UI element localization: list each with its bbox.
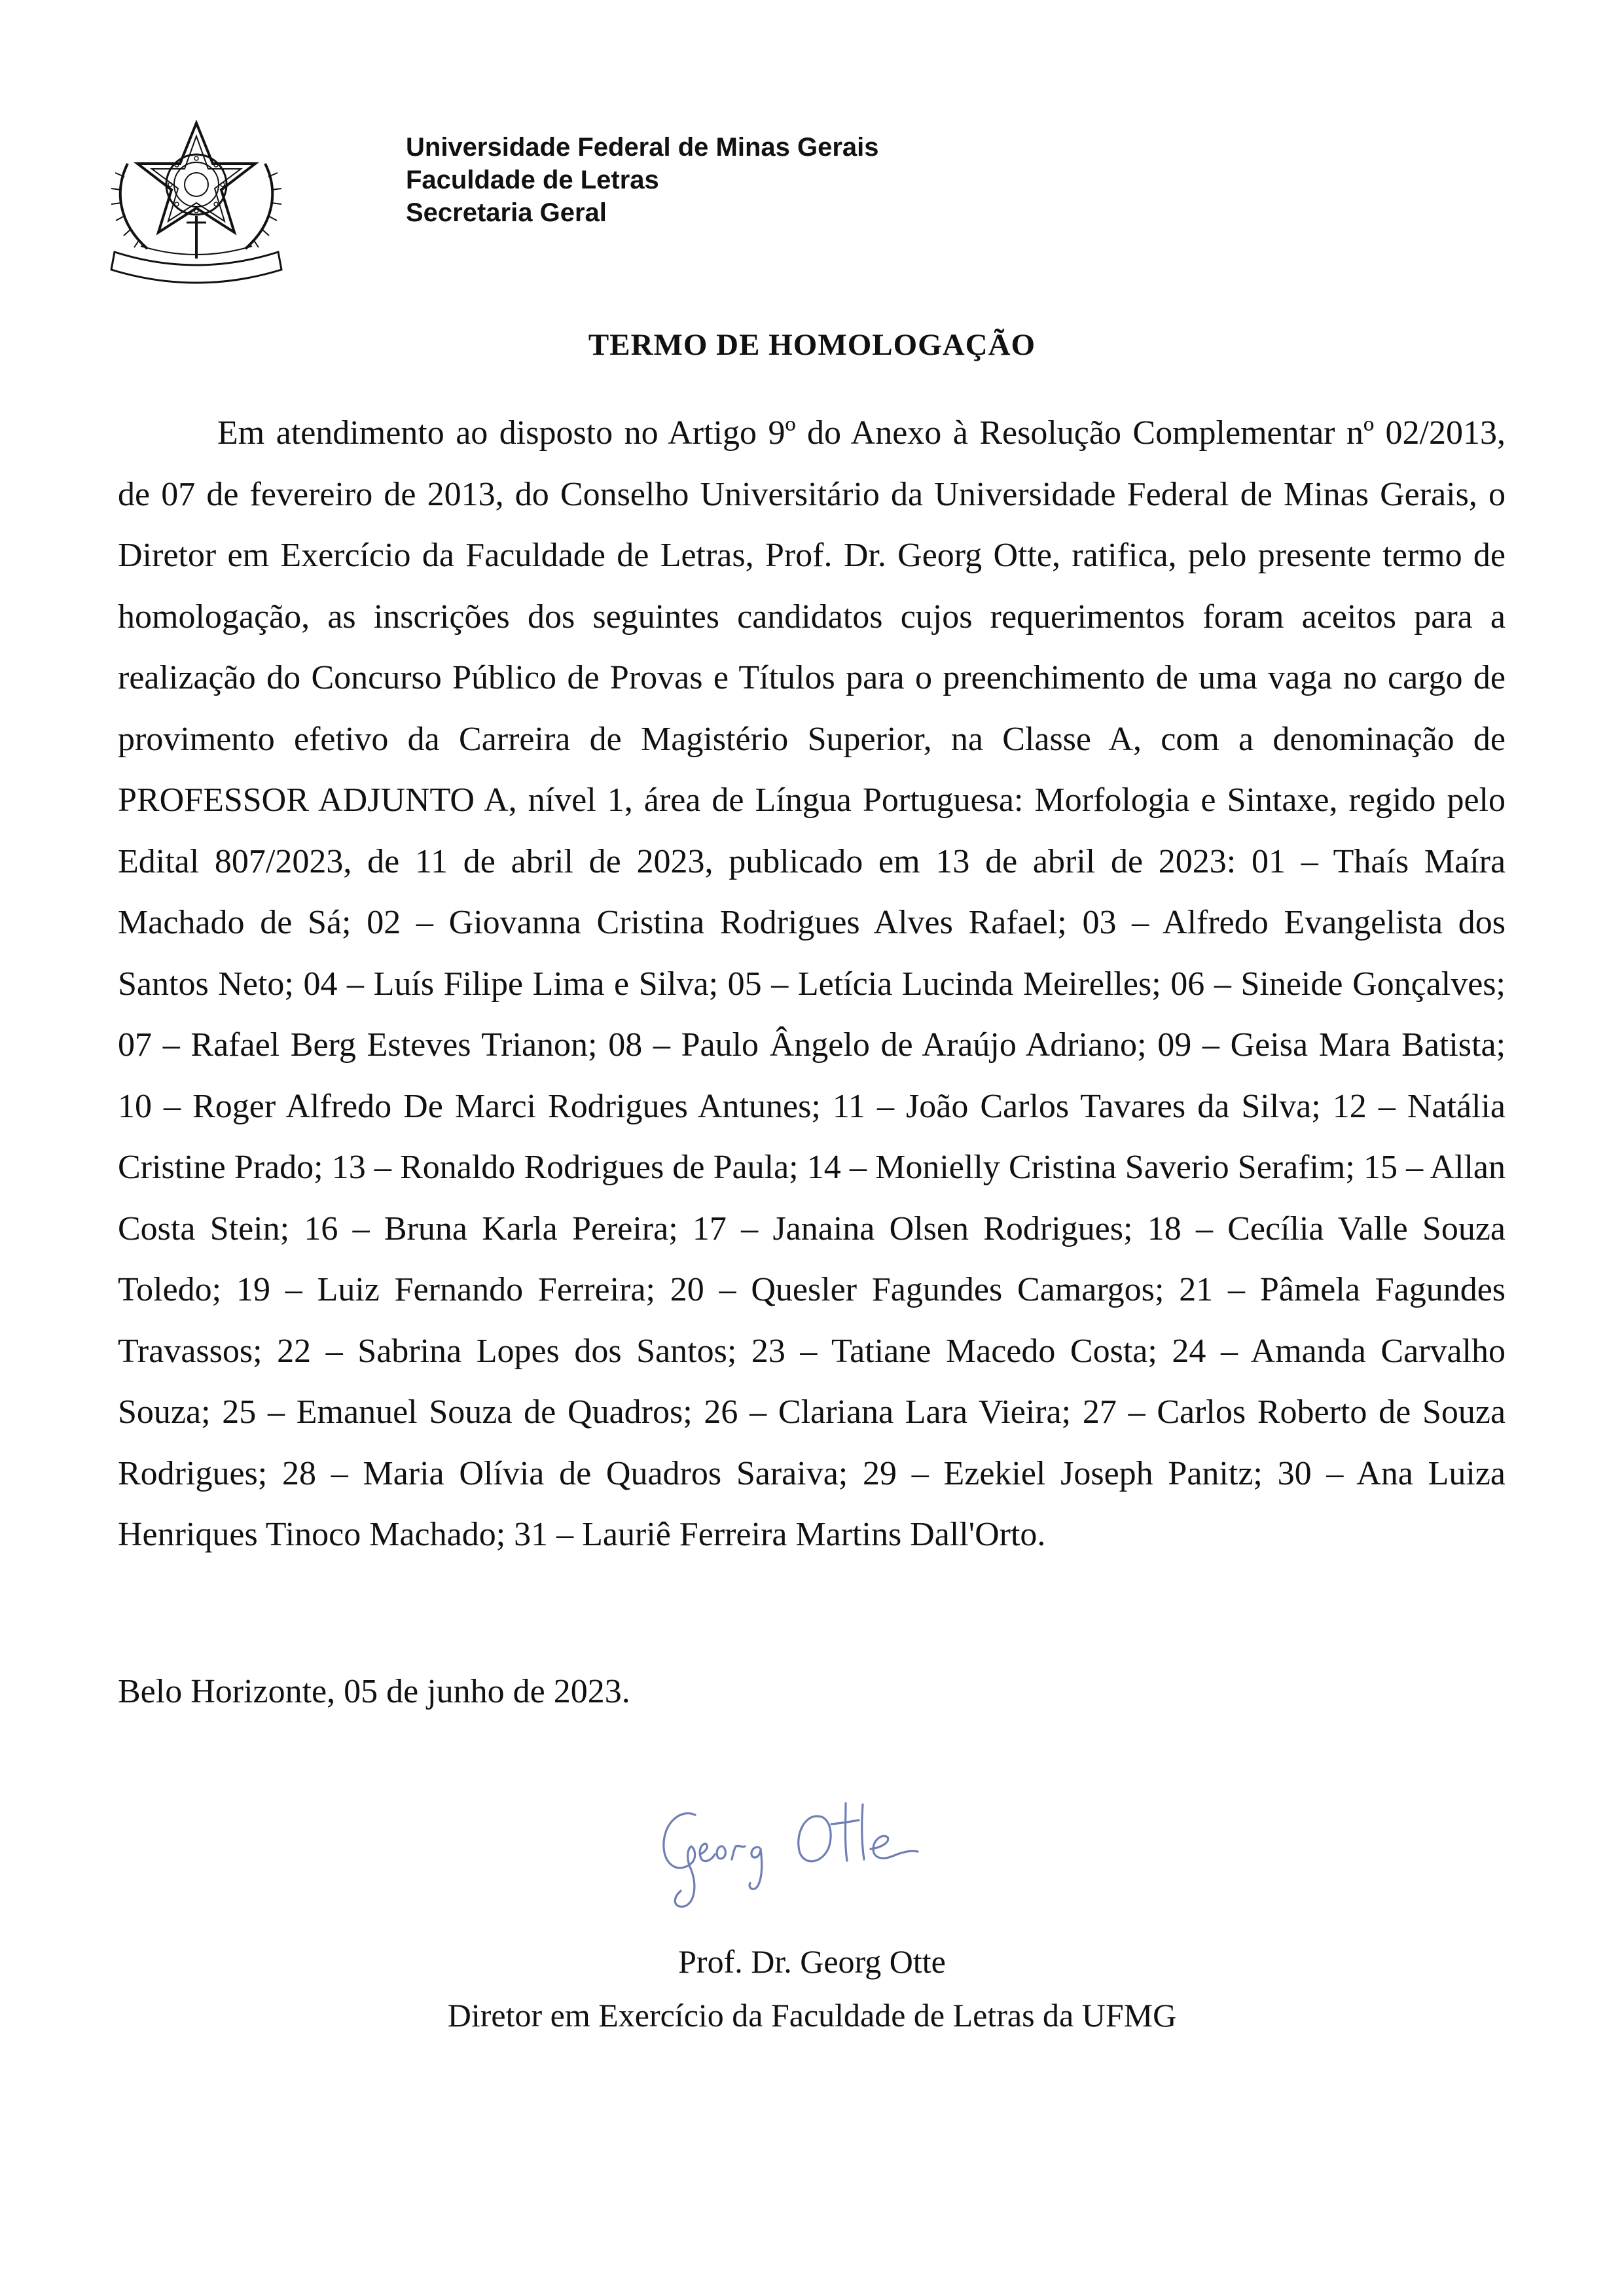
candidate-entry: 28 – Maria Olívia de Quadros Saraiva	[281, 1454, 839, 1492]
candidate-name: Giovanna Cristina Rodrigues Alves Rafael	[448, 904, 1058, 941]
candidate-name: Lauriê Ferreira Martins Dall'Orto	[582, 1516, 1038, 1553]
candidate-name: Alfredo Evangelista dos Santos Neto	[118, 904, 1506, 1003]
candidate-name: Geisa Mara Batista	[1230, 1026, 1496, 1064]
candidate-number: 14	[806, 1149, 841, 1186]
candidate-name: Ronaldo Rodrigues de Paula	[400, 1149, 789, 1186]
candidate-name: Luís Filipe Lima e Silva	[373, 965, 709, 1003]
candidate-number: 07	[118, 1026, 152, 1064]
candidate-number: 03	[1082, 904, 1117, 941]
candidate-number: 11	[832, 1087, 865, 1125]
candidate-number: 06	[1170, 965, 1205, 1003]
candidate-entry: 18 – Cecília Valle Souza Toledo	[118, 1210, 1506, 1308]
candidate-name: Tatiane Macedo Costa	[831, 1332, 1148, 1370]
candidate-entry: 14 – Monielly Cristina Saverio Serafim	[806, 1149, 1346, 1186]
candidate-number: 26	[704, 1393, 738, 1431]
candidate-entry: 07 – Rafael Berg Esteves Trianon	[118, 1026, 588, 1064]
candidate-number: 09	[1157, 1026, 1192, 1064]
candidate-name: Janaina Olsen Rodrigues	[772, 1210, 1123, 1247]
signer-name: Prof. Dr. Georg Otte	[678, 1943, 946, 1980]
candidate-entry: 05 – Letícia Lucinda Meirelles	[727, 965, 1152, 1003]
candidate-name: Ana Luiza Henriques Tinoco Machado	[118, 1454, 1506, 1553]
candidate-entry: 15 – Allan Costa Stein	[118, 1149, 1506, 1247]
candidate-number: 05	[727, 965, 762, 1003]
candidate-number: 21	[1179, 1271, 1214, 1308]
candidate-entry: 29 – Ezekiel Joseph Panitz	[862, 1454, 1254, 1492]
institution-header	[406, 131, 879, 229]
candidate-number: 28	[281, 1454, 316, 1492]
handwritten-signature	[655, 1797, 982, 1914]
candidate-entry: 25 – Emanuel Souza de Quadros	[222, 1393, 683, 1431]
candidate-name: Sabrina Lopes dos Santos	[357, 1332, 727, 1370]
candidate-entry: 21 – Pâmela Fagundes Travassos	[118, 1271, 1506, 1370]
candidate-entry: 11 – João Carlos Tavares da Silva	[832, 1087, 1312, 1125]
candidate-name: Luiz Fernando Ferreira	[317, 1271, 646, 1308]
candidate-entry: 19 – Luiz Fernando Ferreira	[236, 1271, 646, 1308]
candidate-entry: 22 – Sabrina Lopes dos Santos	[277, 1332, 727, 1370]
institution-line-faculty: Faculdade de Letras	[406, 166, 659, 194]
date-line: Belo Horizonte, 05 de junho de 2023.	[118, 1673, 630, 1710]
candidate-name: Rafael Berg Esteves Trianon	[190, 1026, 588, 1064]
candidate-name: Allan Costa Stein	[118, 1149, 1506, 1247]
homologation-paragraph	[118, 403, 1506, 1566]
candidate-number: 31	[514, 1516, 549, 1553]
candidate-entry: 17 – Janaina Olsen Rodrigues	[692, 1210, 1123, 1247]
candidate-name: Carlos Roberto de Souza Rodrigues	[118, 1393, 1506, 1492]
candidate-number: 29	[862, 1454, 897, 1492]
signer-role: Diretor em Exercício da Faculdade de Letras da UFMG	[447, 1997, 1177, 2034]
candidate-entry: 20 – Quesler Fagundes Camargos	[670, 1271, 1155, 1308]
candidate-entry: 24 – Amanda Carvalho Souza	[118, 1332, 1506, 1431]
candidate-number: 17	[692, 1210, 727, 1247]
candidate-entry: 26 – Clariana Lara Vieira	[704, 1393, 1062, 1431]
candidate-number: 10	[118, 1087, 152, 1125]
document-title: TERMO DE HOMOLOGAÇÃO	[588, 328, 1036, 362]
candidate-entry: 04 – Luís Filipe Lima e Silva	[303, 965, 709, 1003]
candidate-entry: 10 – Roger Alfredo De Marci Rodrigues Antunes	[118, 1087, 812, 1125]
candidate-number: 27	[1082, 1393, 1117, 1431]
intro-text: Em atendimento ao disposto no Artigo 9º do Anexo à Resolução Complementar nº 02/2013, de 07 de fevereiro de 2013, do Conselho Universitário da Universidade Federal de Minas Gerais, o Diretor em Exercício da Faculdade de Letras, Prof. Dr. Georg Otte, ratifica, pelo presente termo de homologação, as inscrições dos seguintes candidatos cujos requerimentos foram aceitos para a realização do Concurso Público de Provas e Títulos para o preenchimento de uma vaga no cargo de provimento efetivo da Carreira de Magistério Superior, na Classe A, com a denominação de PROFESSOR ADJUNTO A, nível 1, área de Língua Portuguesa: Morfologia e Sintaxe, regido pelo Edital 807/2023, de 11 de abril de 2023, publicado em 13 de abril de 2023:	[118, 414, 1506, 880]
candidate-entry: 06 – Sineide Gonçalves	[1170, 965, 1496, 1003]
candidate-number: 15	[1363, 1149, 1398, 1186]
candidate-entry: 01 – Thaís Maíra Machado de Sá	[118, 842, 1506, 941]
candidate-name: Bruna Karla Pereira	[384, 1210, 669, 1247]
candidate-name: Letícia Lucinda Meirelles	[797, 965, 1152, 1003]
candidate-entry: 12 – Natália Cristine Prado	[118, 1087, 1506, 1186]
institution-line-university: Universidade Federal de Minas Gerais	[406, 133, 879, 162]
candidate-number: 25	[222, 1393, 257, 1431]
candidate-number: 04	[303, 965, 338, 1003]
candidate-name: Emanuel Souza de Quadros	[296, 1393, 683, 1431]
brazil-coat-of-arms-icon	[101, 118, 291, 295]
candidate-name: Maria Olívia de Quadros Saraiva	[363, 1454, 839, 1492]
candidate-number: 19	[236, 1271, 270, 1308]
institution-line-department: Secretaria Geral	[406, 198, 607, 227]
candidate-number: 02	[367, 904, 401, 941]
candidate-name: Paulo Ângelo de Araújo Adriano	[681, 1026, 1138, 1064]
candidate-number: 30	[1277, 1454, 1312, 1492]
candidate-name: Natália Cristine Prado	[118, 1087, 1506, 1186]
candidate-entry: 31 – Lauriê Ferreira Martins Dall'Orto	[514, 1516, 1038, 1553]
candidate-name: Roger Alfredo De Marci Rodrigues Antunes	[192, 1087, 812, 1125]
candidate-name: Monielly Cristina Saverio Serafim	[875, 1149, 1346, 1186]
candidate-name: Clariana Lara Vieira	[778, 1393, 1062, 1431]
candidate-name: Ezekiel Joseph Panitz	[943, 1454, 1254, 1492]
candidate-entry: 09 – Geisa Mara Batista	[1157, 1026, 1496, 1064]
candidate-name: Sineide Gonçalves	[1240, 965, 1496, 1003]
candidate-name: Amanda Carvalho Souza	[118, 1332, 1506, 1431]
candidate-entry: 02 – Giovanna Cristina Rodrigues Alves Rafael	[367, 904, 1058, 941]
candidate-entry: 13 – Ronaldo Rodrigues de Paula	[331, 1149, 789, 1186]
candidate-number: 16	[304, 1210, 338, 1247]
candidate-entry: 27 – Carlos Roberto de Souza Rodrigues	[118, 1393, 1506, 1492]
candidate-entry: 03 – Alfredo Evangelista dos Santos Neto	[118, 904, 1506, 1003]
candidate-number: 18	[1147, 1210, 1182, 1247]
candidate-number: 12	[1332, 1087, 1367, 1125]
candidate-name: João Carlos Tavares da Silva	[906, 1087, 1312, 1125]
candidate-entry: 08 – Paulo Ângelo de Araújo Adriano	[608, 1026, 1138, 1064]
candidate-name: Pâmela Fagundes Travassos	[118, 1271, 1506, 1370]
candidate-number: 24	[1172, 1332, 1206, 1370]
candidate-name: Quesler Fagundes Camargos	[751, 1271, 1155, 1308]
candidate-name: Thaís Maíra Machado de Sá	[118, 842, 1506, 941]
candidate-number: 22	[277, 1332, 312, 1370]
candidate-number: 13	[331, 1149, 366, 1186]
candidate-number: 08	[608, 1026, 643, 1064]
candidate-number: 20	[670, 1271, 704, 1308]
candidate-name: Cecília Valle Souza Toledo	[118, 1210, 1506, 1308]
candidate-list: 01 – Thaís Maíra Machado de Sá; 02 – Giovanna Cristina Rodrigues Alves Rafael; 03 – Alfredo Evangelista dos Santos Neto; 04 – Luís Filipe Lima e Silva; 05 – Letícia Lucinda Meirelles; 06 – Sineide Gonçalves; 07 – Rafael Berg Esteves Trianon; 08 – Paulo Ângelo de Araújo Adriano; 09 – Geisa Mara Batista; 10 – Roger Alfredo De Marci Rodrigues Antunes; 11 – João Carlos Tavares da Silva; 12 – Natália Cristine Prado; 13 – Ronaldo Rodrigues de Paula; 14 – Monielly Cristina Saverio Serafim; 15 – Allan Costa Stein; 16 – Bruna Karla Pereira; 17 – Janaina Olsen Rodrigues; 18 – Cecília Valle Souza Toledo; 19 – Luiz Fernando Ferreira; 20 – Quesler Fagundes Camargos; 21 – Pâmela Fagundes Travassos; 22 – Sabrina Lopes dos Santos; 23 – Tatiane Macedo Costa; 24 – Amanda Carvalho Souza; 25 – Emanuel Souza de Quadros; 26 – Clariana Lara Vieira; 27 – Carlos Roberto de Souza Rodrigues; 28 – Maria Olívia de Quadros Saraiva; 29 – Ezekiel Joseph Panitz; 30 – Ana Luiza Henriques Tinoco Machado; 31 – Lauriê Ferreira Martins Dall'Orto.	[118, 842, 1506, 1553]
candidate-entry: 23 – Tatiane Macedo Costa	[751, 1332, 1148, 1370]
candidate-number: 01	[1252, 842, 1286, 880]
candidate-entry: 16 – Bruna Karla Pereira	[304, 1210, 669, 1247]
candidate-number: 23	[751, 1332, 785, 1370]
candidate-entry: 30 – Ana Luiza Henriques Tinoco Machado	[118, 1454, 1506, 1553]
